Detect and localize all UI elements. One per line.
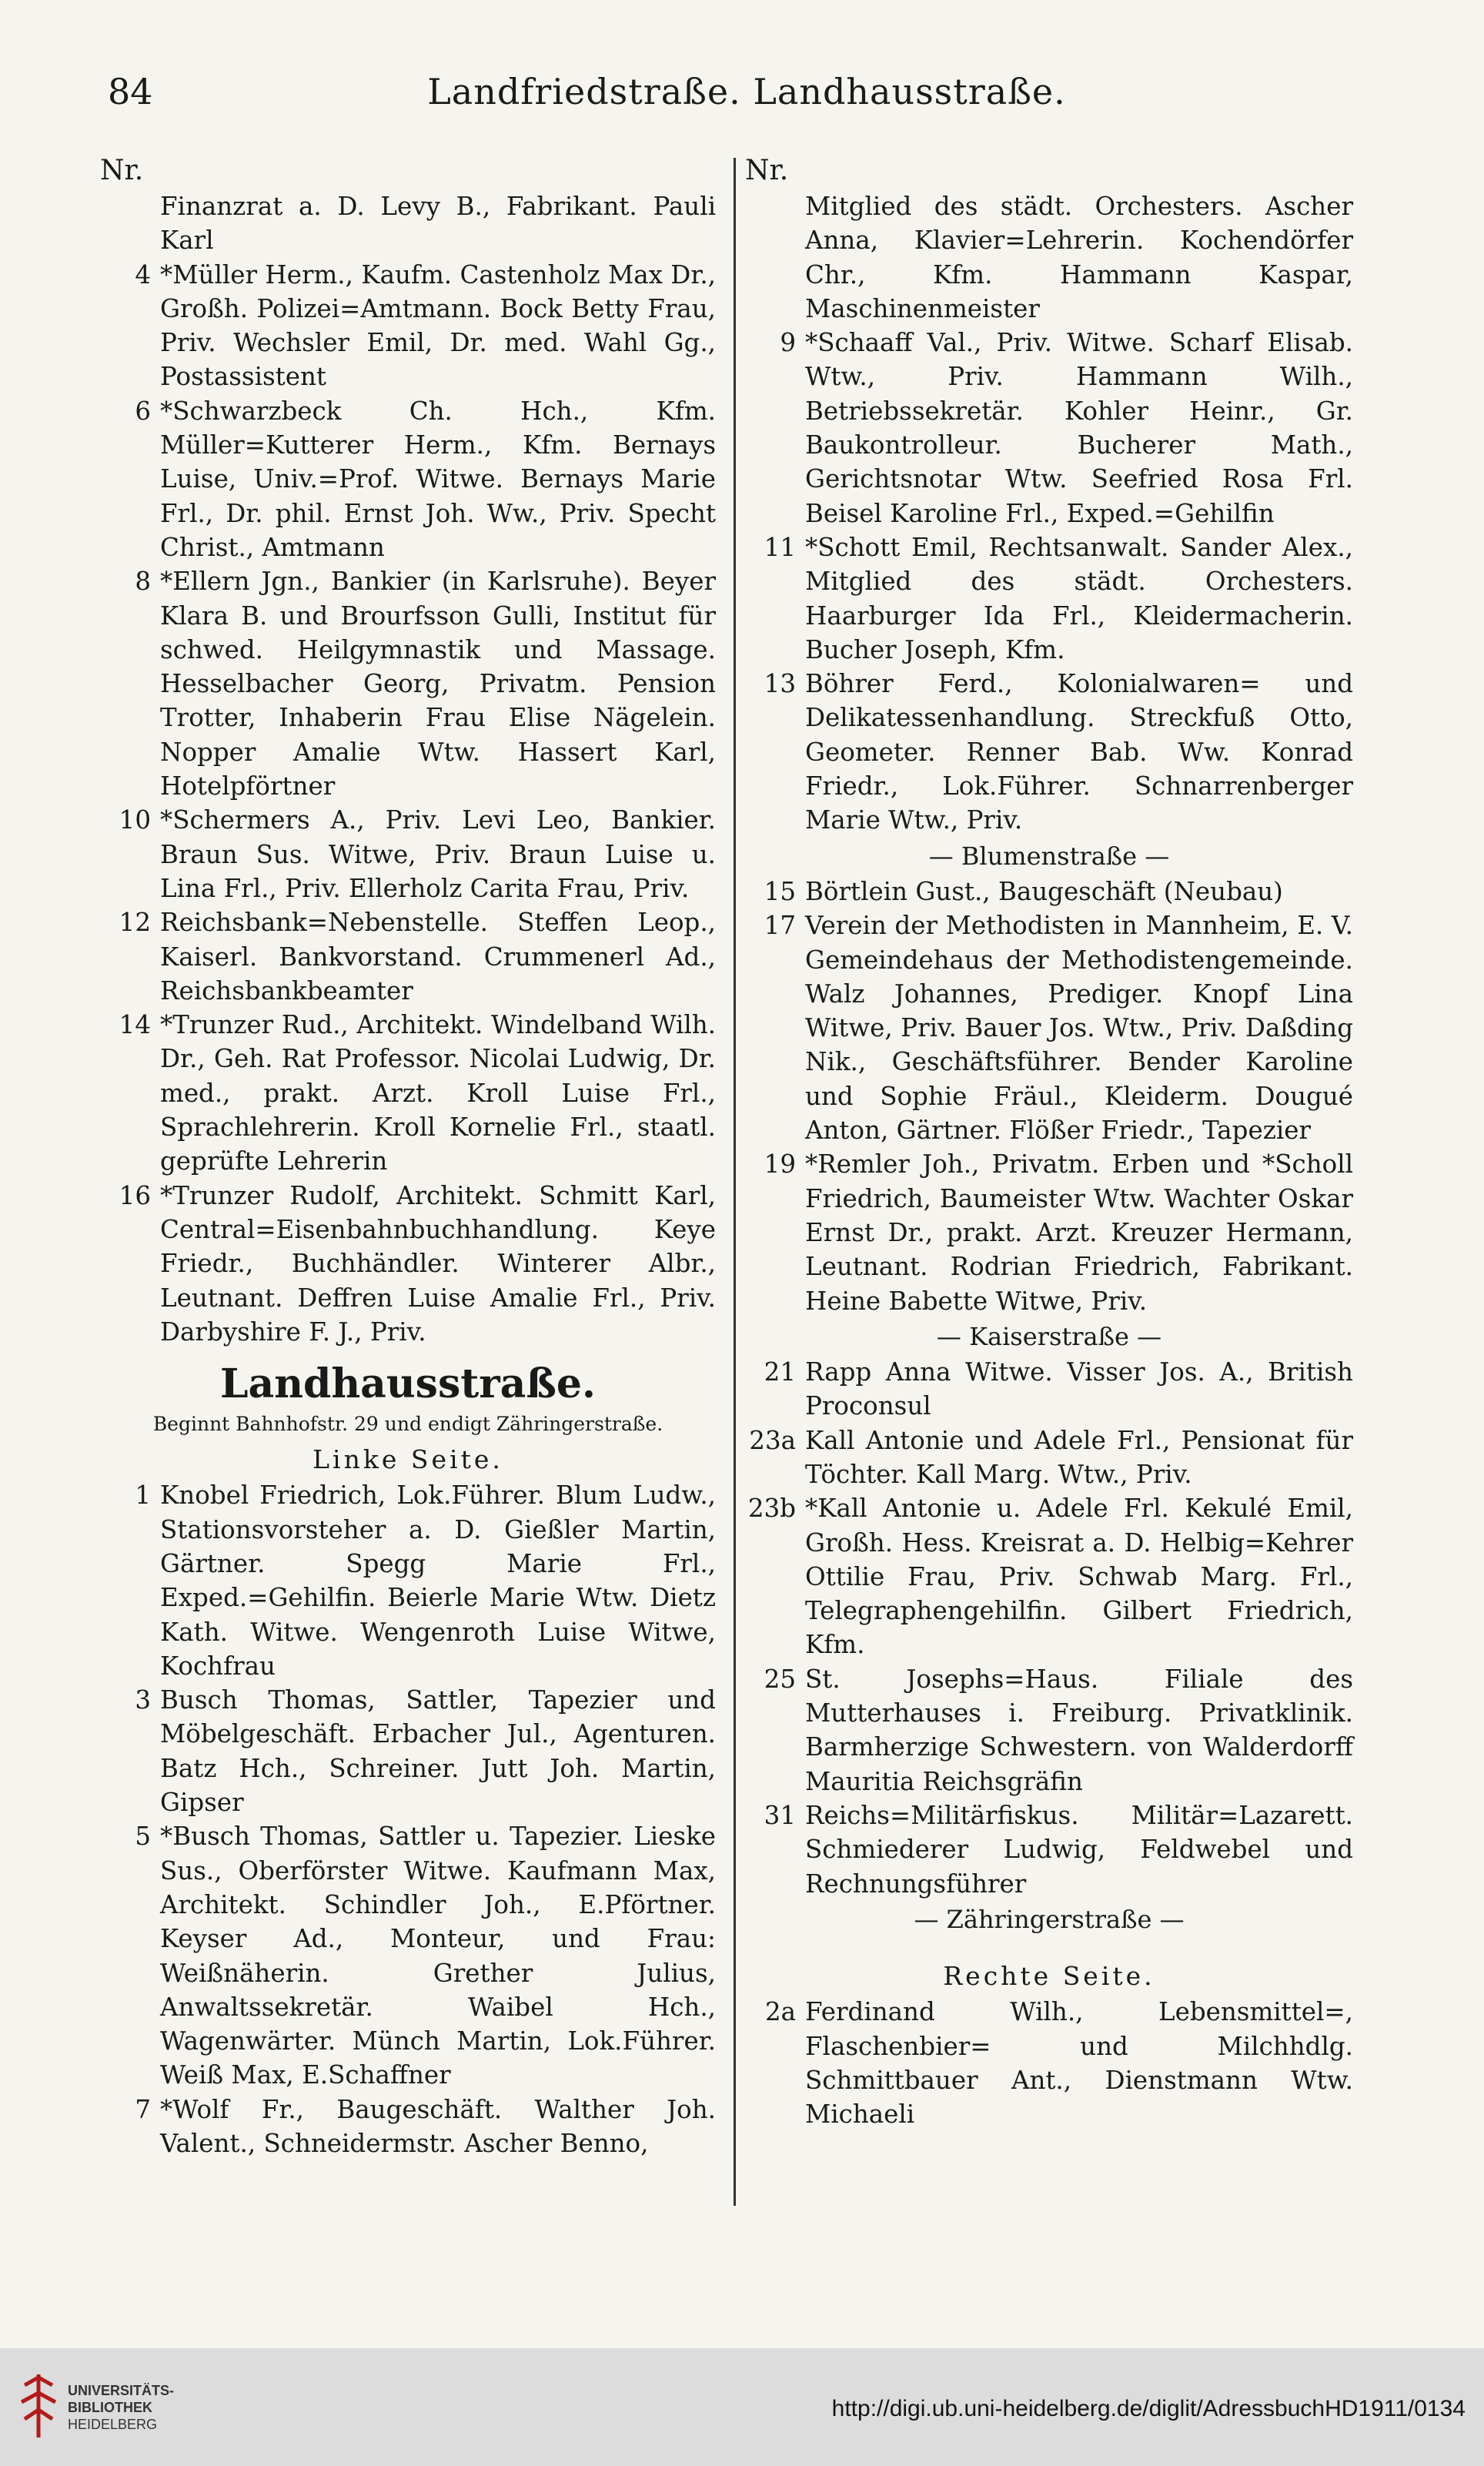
house-number: 14 — [119, 1010, 151, 1040]
address-entry — [100, 905, 716, 1008]
running-title: Landfriedstraße. Landhausstraße. — [427, 71, 1066, 112]
house-number: 12 — [119, 908, 151, 938]
residents-text: Reichs=Militärfiskus. Militär=Lazarett. Schmiederer Ludwig, Feldwebel und Rechnungsführer — [805, 1800, 1353, 1899]
house-number: 9 — [780, 328, 796, 358]
residents-text: Börtlein Gust., Baugeschäft (Neubau) — [805, 876, 1283, 906]
address-entry — [100, 1179, 716, 1349]
house-number: 1 — [135, 1481, 151, 1511]
library-crest-icon — [15, 2371, 62, 2441]
logo-line: UNIVERSITÄTS- — [68, 2383, 175, 2398]
address-entry — [745, 1662, 1353, 1798]
house-number: 3 — [135, 1685, 151, 1715]
residents-text: Kall Antonie und Adele Frl., Pensionat für Töchter. Kall Marg. Wtw., Priv. — [805, 1425, 1353, 1489]
house-number: 16 — [119, 1180, 151, 1210]
residents-text: *Trunzer Rudolf, Architekt. Schmitt Karl, Central=Eisenbahnbuchhandlung. Keye Friedr., Buchhändler. Winterer Albr., Leutnant. Deffren Luise Amalie Frl., Priv. Darbyshire F. J., Priv. — [160, 1180, 716, 1347]
library-logo[interactable] — [15, 2371, 208, 2448]
address-entry — [745, 326, 1353, 530]
residents-text: Ferdinand Wilh., Lebensmittel=, Flaschenbier= und Milchhdlg. Schmittbauer Ant., Dienstmann Wtw. Michaeli — [805, 1997, 1353, 2130]
nr-label: Nr. — [745, 155, 789, 186]
residents-text: St. Josephs=Haus. Filiale des Mutterhauses i. Freiburg. Privatklinik. Barmherzige Schwestern. von Walderdorff Mauritia Reichsgräfin — [805, 1664, 1353, 1796]
residents-text: *Remler Joh., Privatm. Erben und *Scholl Friedrich, Baumeister Wtw. Wachter Oskar Ernst Dr., prakt. Arzt. Kreuzer Hermann, Leutnant. Rodrian Friedrich, Fabrikant. Heine Babette Witwe, Priv. — [805, 1149, 1353, 1316]
house-number: 7 — [135, 2094, 151, 2124]
address-entry — [100, 394, 716, 564]
cross-street: — Blumenstraße — — [928, 841, 1170, 871]
cross-street: — Kaiserstraße — — [936, 1321, 1162, 1351]
address-entry — [100, 1478, 716, 1683]
residents-text: *Kall Antonie u. Adele Frl. Kekulé Emil, Großh. Hess. Kreisrat a. D. Helbig=Kehrer Ottilie Frau, Priv. Schwab Marg. Frl., Telegraphengehilfin. Gilbert Friedrich, Kfm. — [805, 1494, 1353, 1660]
continuation-text: Mitglied des städt. Orchesters. Ascher Anna, Klavier=Lehrerin. Kochendörfer Chr., Kfm. Hammann Kaspar, Maschinenmeister — [805, 192, 1353, 323]
residents-text: *Wolf Fr., Baugeschäft. Walther Joh. Valent., Schneidermstr. Ascher Benno, — [160, 2094, 716, 2159]
address-entry — [100, 564, 716, 803]
residents-text: *Busch Thomas, Sattler u. Tapezier. Lieske Sus., Oberförster Witwe. Kaufmann Max, Architekt. Schindler Joh., E.Pförtner. Keyser Ad., Monteur, und Frau: Weißnäherin. Grether Julius, Anwaltssekretär. Waibel Hch., Wagenwärter. Münch Martin, Lok.Führer. Weiß Max, E.Schaffner — [160, 1822, 716, 2090]
page-header — [108, 71, 1385, 117]
address-entry — [100, 1683, 716, 1819]
address-entry — [745, 530, 1353, 667]
section-subtitle: Beginnt Bahnhofstr. 29 und endigt Zähringerstraße. — [152, 1413, 663, 1436]
side-label: Rechte Seite. — [943, 1961, 1155, 1992]
nr-label: Nr. — [100, 155, 144, 186]
address-entry — [745, 1491, 1353, 1661]
house-number: 8 — [135, 567, 151, 597]
residents-text: Böhrer Ferd., Kolonialwaren= und Delikatessenhandlung. Streckfuß Otto, Geometer. Renner Bab. Ww. Konrad Friedr., Lok.Führer. Schnarrenberger Marie Wtw., Priv. — [805, 669, 1353, 835]
address-entry — [100, 2093, 716, 2161]
cross-street: — Zähringerstraße — — [914, 1904, 1185, 1934]
residents-text: *Schwarzbeck Ch. Hch., Kfm. Müller=Kutterer Herm., Kfm. Bernays Luise, Univ.=Prof. Witwe. Bernays Marie Frl., Dr. phil. Ernst Joh. Ww., Priv. Specht Christ., Amtmann — [160, 396, 716, 562]
address-entry — [745, 875, 1353, 908]
library-name — [68, 2382, 174, 2433]
residents-text: *Schaaff Val., Priv. Witwe. Scharf Elisab. Wtw., Priv. Hammann Wilh., Betriebssekretär. Kohler Heinr., Gr. Baukontrolleur. Bucherer Math., Gerichtsnotar Wtw. Seefried Rosa Frl. Beisel Karoline Frl., Exped.=Gehilfin — [805, 328, 1353, 528]
house-number: 10 — [119, 805, 151, 835]
house-number: 4 — [135, 259, 151, 289]
house-number: 13 — [764, 669, 796, 699]
left-column — [100, 154, 716, 2160]
house-number: 2a — [764, 1997, 796, 2027]
residents-text: *Ellern Jgn., Bankier (in Karlsruhe). Beyer Klara B. und Brourfsson Gulli, Institut für schwed. Heilgymnastik und Massage. Hesselbacher Georg, Privatm. Pension Trotter, Inhaberin Frau Elise Nägelein. Nopper Amalie Wtw. Hassert Karl, Hotelpförtner — [160, 567, 716, 801]
house-number: 11 — [764, 532, 796, 562]
address-entry — [745, 908, 1353, 1147]
address-entry — [745, 667, 1353, 837]
page-number: 84 — [108, 71, 153, 112]
viewer-footer — [0, 2348, 1484, 2466]
residents-text: Knobel Friedrich, Lok.Führer. Blum Ludw., Stationsvorsteher a. D. Gießler Martin, Gärtner. Spegg Marie Frl., Exped.=Gehilfin. Beierle Marie Wtw. Dietz Kath. Witwe. Wengenroth Luise Witwe, Kochfrau — [160, 1481, 716, 1681]
residents-text: *Schermers A., Priv. Levi Leo, Bankier. Braun Sus. Witwe, Priv. Braun Luise u. Lina Frl., Priv. Ellerholz Carita Frau, Priv. — [160, 805, 716, 903]
address-entry — [745, 1798, 1353, 1901]
house-number: 25 — [764, 1664, 796, 1694]
side-label: Linke Seite. — [313, 1444, 503, 1475]
column-divider — [734, 158, 736, 2206]
residents-text: *Trunzer Rud., Architekt. Windelband Wilh. Dr., Geh. Rat Professor. Nicolai Ludwig, Dr. med., prakt. Arzt. Kroll Luise Frl., Sprachlehrerin. Kroll Kornelie Frl., staatl. geprüfte Lehrerin — [160, 1010, 716, 1176]
logo-line: BIBLIOTHEK — [68, 2400, 152, 2415]
address-entry — [100, 1008, 716, 1178]
address-entry — [745, 1147, 1353, 1317]
address-entry — [100, 258, 716, 394]
address-entry — [745, 1995, 1353, 2131]
house-number: 17 — [764, 911, 796, 941]
house-number: 5 — [135, 1822, 151, 1852]
residents-text: Verein der Methodisten in Mannheim, E. V. Gemeindehaus der Methodistengemeinde. Walz Johannes, Prediger. Knopf Lina Witwe, Priv. Bauer Jos. Wtw., Priv. Daßding Nik., Geschäftsführer. Bender Karoline und Sophie Fräul., Kleiderm. Dougué Anton, Gärtner. Flößer Friedr., Tapezier — [805, 911, 1353, 1146]
residents-text: *Müller Herm., Kaufm. Castenholz Max Dr., Großh. Polizei=Amtmann. Bock Betty Frau, Priv. Wechsler Emil, Dr. med. Wahl Gg., Postassistent — [160, 259, 716, 392]
house-number: 15 — [764, 876, 796, 906]
residents-text: Busch Thomas, Sattler, Tapezier und Möbelgeschäft. Erbacher Jul., Agenturen. Batz Hch., Schreiner. Jutt Joh. Martin, Gipser — [160, 1685, 716, 1818]
residents-text: Reichsbank=Nebenstelle. Steffen Leop., Kaiserl. Bankvorstand. Crummenerl Ad., Reichsbankbeamter — [160, 908, 716, 1005]
house-number: 23b — [747, 1494, 796, 1524]
address-entry — [745, 1355, 1353, 1424]
house-number: 31 — [764, 1800, 796, 1830]
residents-text: *Schott Emil, Rechtsanwalt. Sander Alex., Mitglied des städt. Orchesters. Haarburger Ida Frl., Kleidermacherin. Bucher Joseph, Kfm. — [805, 532, 1353, 664]
address-entry — [100, 1819, 716, 2092]
house-number: 21 — [764, 1357, 796, 1387]
section-title: Landhausstraße. — [219, 1360, 597, 1408]
source-url-link[interactable]: http://digi.ub.uni-heidelberg.de/diglit/AdressbuchHD1911/0134 — [831, 2396, 1466, 2421]
address-entry — [100, 803, 716, 905]
residents-text: Rapp Anna Witwe. Visser Jos. A., British Proconsul — [805, 1357, 1353, 1421]
address-entry — [745, 1424, 1353, 1492]
continuation-text: Finanzrat a. D. Levy B., Fabrikant. Pauli Karl — [160, 192, 716, 256]
house-number: 19 — [764, 1149, 796, 1179]
house-number: 23a — [749, 1425, 796, 1455]
logo-line: HEIDELBERG — [68, 2417, 158, 2432]
right-column — [745, 154, 1353, 2132]
house-number: 6 — [135, 396, 151, 426]
